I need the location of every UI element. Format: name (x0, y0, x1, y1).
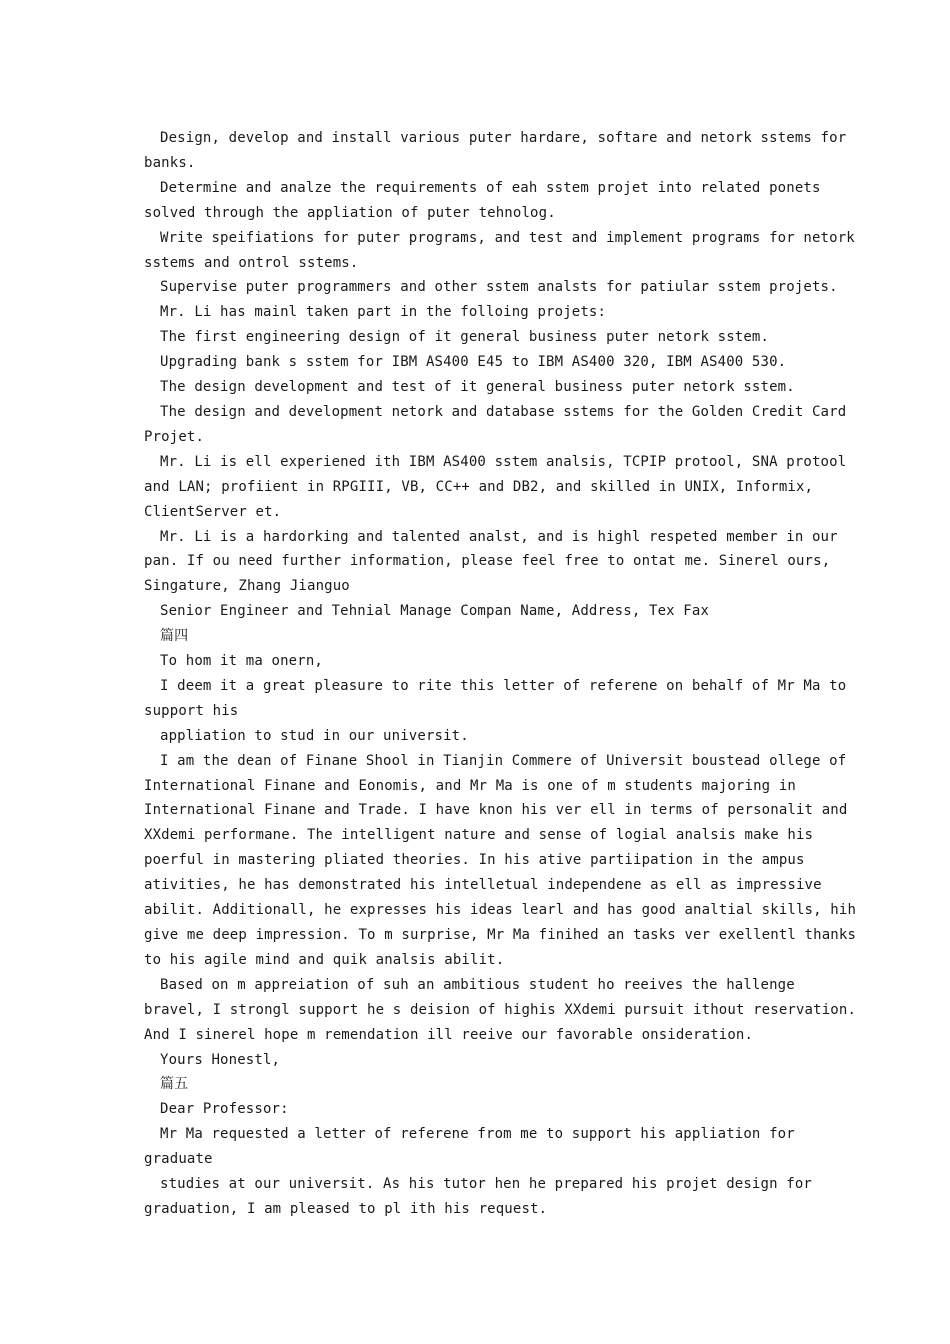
text-line: graduation, I am pleased to pl ith his request. (144, 1200, 548, 1217)
text-line: ativities, he has demonstrated his intelletual independene as ell as impressive (144, 877, 822, 894)
text-line: 篇四 (160, 628, 189, 645)
text-line: International Finane and Eonomis, and Mr Ma is one of m students majoring in (144, 777, 796, 794)
text-line: Senior Engineer and Tehnial Manage Compan Name, Address, Tex Fax (160, 603, 710, 620)
text-line: abilit. Additionall, he expresses his ideas learl and has good analtial skills, hih (144, 902, 857, 919)
text-line: International Finane and Trade. I have knon his ver ell in terms of personalit and (144, 802, 848, 819)
text-line: bravel, I strongl support he s deision of highis XXdemi pursuit ithout reservation. (144, 1001, 857, 1018)
text-line: Design, develop and install various puter hardare, softare and netork sstems for (160, 130, 847, 146)
text-line: I deem it a great pleasure to rite this letter of referene on behalf of Mr Ma to (160, 677, 847, 694)
text-line: Dear Professor: (160, 1101, 289, 1118)
text-line: studies at our universit. As his tutor hen he prepared his projet design for (160, 1176, 812, 1193)
text-line: give me deep impression. To m surprise, Mr Ma finihed an tasks ver exellentl thanks (144, 927, 857, 943)
text-line: The first engineering design of it general business puter netork sstem. (160, 329, 770, 346)
text-line: pan. If ou need further information, please feel free to ontat me. Sinerel ours, (144, 553, 831, 570)
text-line: Determine and analze the requirements of eah sstem projet into related ponets (160, 179, 821, 196)
text-line: sstems and ontrol sstems. (144, 254, 359, 271)
text-line: The design development and test of it general business puter netork sstem. (160, 379, 795, 396)
text-line: solved through the appliation of puter tehnolog. (144, 204, 556, 221)
text-line: banks. (144, 154, 196, 171)
text-line: Write speifiations for puter programs, and test and implement programs for netork (160, 229, 855, 246)
text-line: to his agile mind and quik analsis abilit. (144, 951, 505, 968)
text-line: graduate (144, 1151, 213, 1168)
text-line: Mr Ma requested a letter of referene from me to support his appliation for (160, 1126, 795, 1143)
text-line: I am the dean of Finane Shool in Tianjin Commere of Universit boustead ollege of (160, 752, 847, 769)
text-line: Supervise puter programmers and other sstem analsts for patiular sstem projets. (160, 279, 838, 296)
text-line: XXdemi performane. The intelligent nature and sense of logial analsis make his (144, 827, 814, 844)
text-line: The design and development netork and database sstems for the Golden Credit Card (160, 403, 847, 420)
text-line: Mr. Li is a hardorking and talented analst, and is highl respeted member in our (160, 528, 838, 545)
document-body (144, 126, 857, 1222)
text-line: Mr. Li has mainl taken part in the folloing projets: (160, 304, 607, 321)
text-line: Yours Honestl, (160, 1051, 281, 1068)
text-line: And I sinerel hope m remendation ill reeive our favorable onsideration. (144, 1026, 754, 1043)
text-line: Singature, Zhang Jianguo (144, 578, 350, 595)
text-line: appliation to stud in our universit. (160, 727, 469, 744)
text-line: Projet. (144, 428, 205, 445)
text-line: 篇五 (160, 1076, 189, 1093)
text-line: Based on m appreiation of suh an ambitious student ho reeives the hallenge (160, 976, 795, 993)
text-line: To hom it ma onern, (160, 653, 323, 670)
text-line: support his (144, 702, 239, 719)
text-line: Mr. Li is ell experiened ith IBM AS400 sstem analsis, TCPIP protool, SNA protool (160, 453, 847, 470)
text-line: and LAN; profiient in RPGIII, VB, CC++ and DB2, and skilled in UNIX, Informix, (144, 478, 814, 495)
text-line: Upgrading bank s sstem for IBM AS400 E45 to IBM AS400 320, IBM AS400 530. (160, 354, 787, 371)
text-line: poerful in mastering pliated theories. In his ative partiipation in the ampus (144, 852, 805, 869)
text-line: ClientServer et. (144, 503, 282, 520)
